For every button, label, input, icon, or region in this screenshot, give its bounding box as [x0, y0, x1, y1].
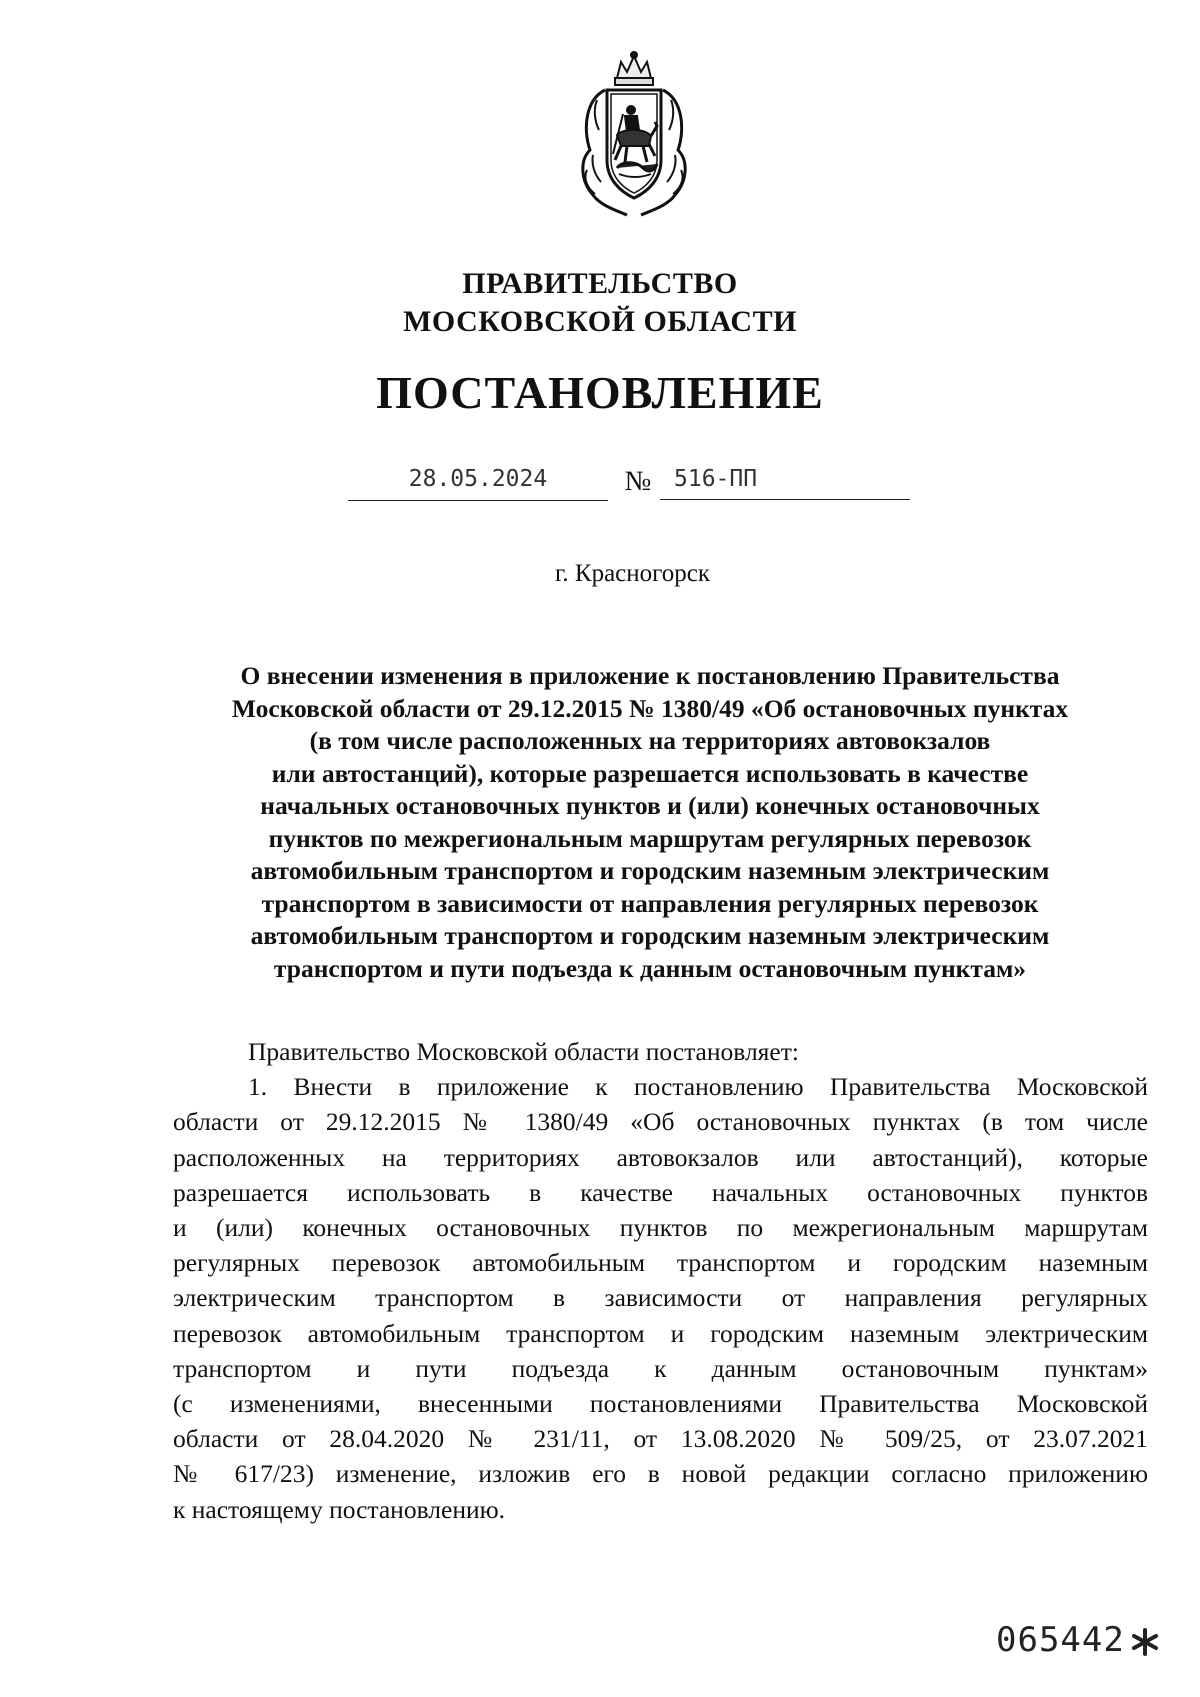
- asterisk-icon: [1130, 1627, 1160, 1657]
- number-sign: №: [624, 466, 652, 497]
- document-number: 516-ПП: [660, 462, 910, 500]
- title-line: (в том числе расположенных на территориях автовокзалов: [309, 726, 991, 755]
- paragraph-line: регулярных перевозок автомобильным транспортом и городским наземным: [173, 1248, 1148, 1278]
- title-line: пунктов по межрегиональным маршрутам регулярных перевозок: [268, 823, 1032, 853]
- title-line: транспортом и пути подъезда к данным остановочным пунктам»: [273, 953, 1027, 983]
- title-line: автомобильным транспортом и городским наземным электрическим: [250, 921, 1050, 950]
- title-line: Московской области от 29.12.2015 № 1380/49 «Об остановочных пунктах: [231, 693, 1069, 723]
- paragraph-line: транспортом и пути подъезда к данным остановочным пунктам»: [173, 1353, 1148, 1383]
- organization-name-line1: ПРАВИТЕЛЬСТВО: [462, 267, 738, 300]
- title-line: начальных остановочных пунктов и (или) конечных остановочных: [260, 791, 1040, 820]
- paragraph-line: области от 29.12.2015 № 1380/49 «Об остановочных пунктах (в том числе: [173, 1107, 1148, 1137]
- form-serial-number: 065442: [996, 1620, 1125, 1660]
- document-body: [173, 1034, 1148, 1527]
- paragraph-line: перевозок автомобильным транспортом и городским наземным электрическим: [173, 1318, 1148, 1348]
- paragraph-line: расположенных на территориях автовокзалов или автостанций), которые: [173, 1142, 1148, 1172]
- document-type: ПОСТАНОВЛЕНИЕ: [376, 367, 824, 418]
- coat-of-arms-emblem: [565, 50, 703, 220]
- paragraph-line: области от 28.04.2020 № 231/11, от 13.08.2020 № 509/25, от 23.07.2021: [173, 1424, 1148, 1454]
- paragraph-line: № 617/23) изменение, изложив его в новой редакции согласно приложению: [173, 1459, 1148, 1489]
- city-name: г. Красногорск: [554, 560, 711, 587]
- paragraph-line: электрическим транспортом в зависимости от направления регулярных: [173, 1283, 1148, 1313]
- title-line: или автостанций), которые разрешается использовать в качестве: [271, 758, 1029, 788]
- document-date: 28.05.2024: [348, 462, 608, 501]
- body-intro: Правительство Московской области постановляет:: [248, 1037, 799, 1066]
- title-line: автомобильным транспортом и городским наземным электрическим: [250, 856, 1050, 885]
- document-title: [170, 660, 1130, 985]
- organization-name-line2: МОСКОВСКОЙ ОБЛАСТИ: [403, 305, 797, 338]
- paragraph-line: и (или) конечных остановочных пунктов по межрегиональным маршрутам: [173, 1213, 1148, 1243]
- title-line: транспортом в зависимости от направления регулярных перевозок: [261, 888, 1039, 918]
- paragraph-line: (с изменениями, внесенными постановлениями Правительства Московской: [173, 1389, 1148, 1419]
- paragraph-line: 1. Внести в приложение к постановлению Правительства Московской: [248, 1072, 1148, 1102]
- title-line: О внесении изменения в приложение к постановлению Правительства: [240, 661, 1060, 690]
- paragraph-line: к настоящему постановлению.: [173, 1494, 506, 1524]
- paragraph-line: разрешается использовать в качестве начальных остановочных пунктов: [173, 1177, 1148, 1207]
